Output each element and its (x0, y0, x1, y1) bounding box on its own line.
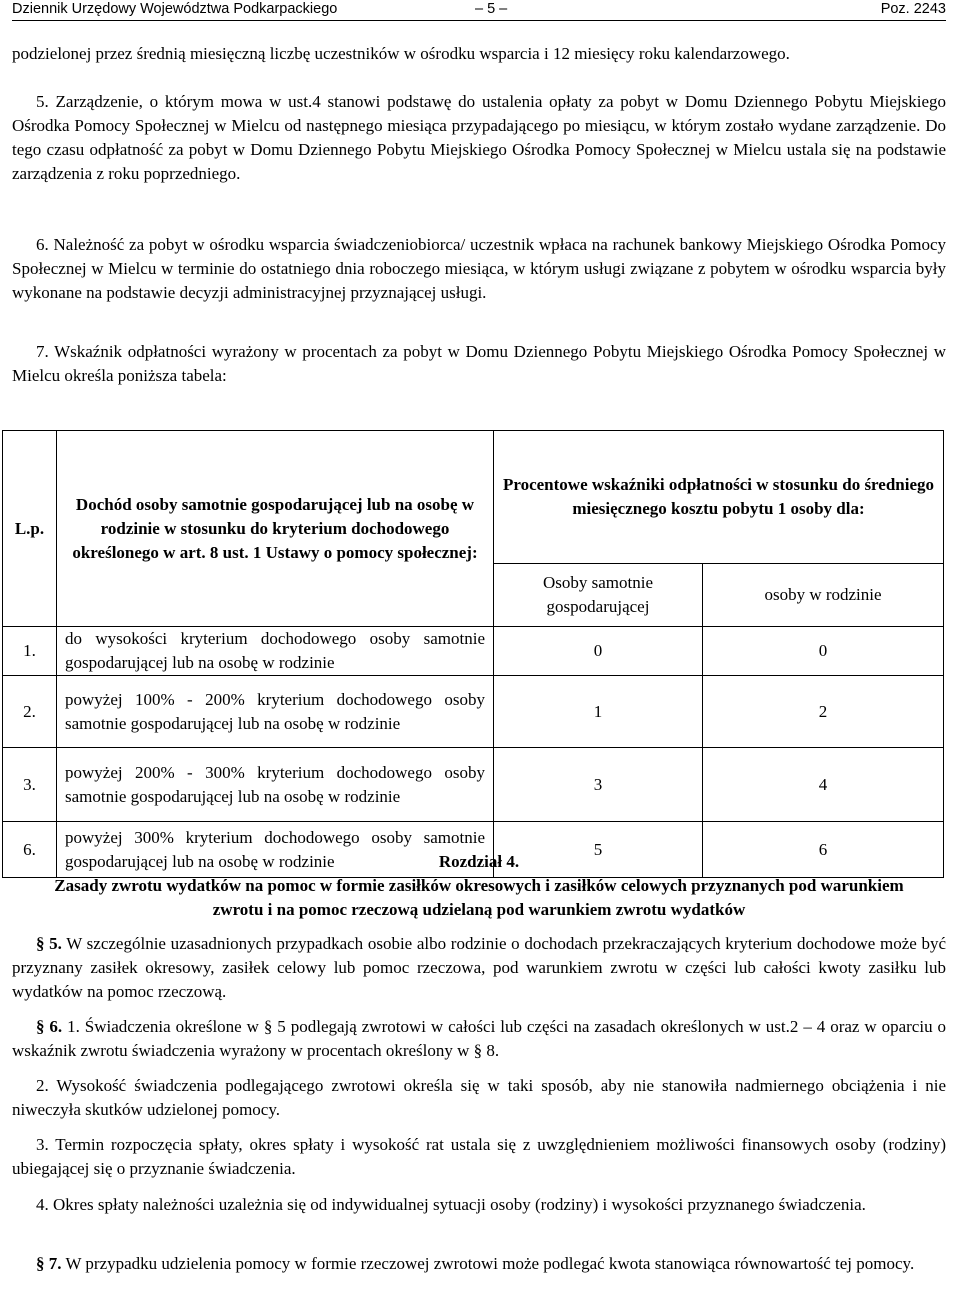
table-row (3, 748, 944, 822)
paragraph-point-6: 6. Należność za pobyt w ośrodku wsparcia świadczeniobiorca/ uczestnik wpłaca na rachunek bankowy Miejskiego Ośrodka Pomocy Społecznej w Mielcu w terminie do ostatniego dnia roboczego miesiąca, w którym usługi związane z pobytem w ośrodku wsparcia były wykonane na podstawie decyzji administracyjnej przyznającej usługi. (12, 235, 946, 302)
row-lp: 3. (3, 748, 57, 822)
row-single-rate: 0 (494, 627, 703, 676)
section-5-number: § 5. (36, 934, 62, 953)
page-header (12, 0, 946, 21)
row-description: powyżej 300% kryterium dochodowego osoby samotnie gospodarującej lub na osobę w rodzinie (57, 822, 494, 878)
section-6 (12, 1015, 946, 1063)
row-description: powyżej 200% - 300% kryterium dochodowego osoby samotnie gospodarującej lub na osobę w rodzinie (57, 748, 494, 822)
row-single-rate: 1 (494, 676, 703, 748)
row-description: do wysokości kryterium dochodowego osoby samotnie gospodarującej lub na osobę w rodzinie (57, 627, 494, 676)
header-single: Osoby samotnie gospodarującej (494, 564, 703, 627)
table-row (3, 627, 944, 676)
section-7-number: § 7. (36, 1254, 62, 1273)
chapter-number: Rozdział 4. (438, 852, 520, 871)
section-7-text: W przypadku udzielenia pomocy w formie rzeczowej zwrotowi może podlegać kwota stanowiąca równowartość tej pomocy. (61, 1254, 915, 1273)
position-number: Poz. 2243 (880, 1, 946, 17)
row-lp: 6. (3, 822, 57, 878)
paragraph-point-5: 5. Zarządzenie, o którym mowa w ust.4 stanowi podstawę do ustalenia opłaty za pobyt w Domu Dziennego Pobytu Miejskiego Ośrodka Pomocy Społecznej w Mielcu od następnego miesiąca przypadającego po miesiącu, w którym zostało wydane zarządzenie. Do tego czasu odpłatność za pobyt w Domu Dziennego Pobytu Miejskiego Ośrodka Pomocy Społecznej w Mielcu ustala się na podstawie zarządzenia z roku poprzedniego. (12, 92, 946, 183)
journal-title: Dziennik Urzędowy Województwa Podkarpackiego (12, 1, 338, 17)
row-single-rate: 3 (494, 748, 703, 822)
row-family-rate: 0 (703, 627, 944, 676)
section-5-text: W szczególnie uzasadnionych przypadkach osobie albo rodzinie o dochodach przekraczających kryterium dochodowe może być przyznany zasiłek okresowy, zasiłek celowy lub pomoc rzeczowa, pod warunkiem zwrotu w części lub całości kwoty zasiłku lub wydatków na pomoc rzeczową. (12, 934, 947, 1001)
table-row (3, 676, 944, 748)
section-6-point-3: 3. Termin rozpoczęcia spłaty, okres spłaty i wysokość rat ustala się z uwzględnieniem możliwości finansowych osoby (rodziny) ubiegającej się o przyznanie świadczenia. (12, 1135, 946, 1178)
row-single-rate: 5 (494, 822, 703, 878)
section-6-point-4: 4. Okres spłaty należności uzależnia się od indywidualnej sytuacji osoby (rodziny) i wysokości przyznanego świadczenia. (36, 1195, 866, 1214)
header-income: Dochód osoby samotnie gospodarującej lub na osobę w rodzinie w stosunku do kryterium dochodowego określonego w art. 8 ust. 1 Ustawy o pomocy społecznej: (57, 431, 494, 627)
section-5 (12, 932, 946, 1004)
paragraph-continuation: podzielonej przez średnią miesięczną liczbę uczestników w ośrodku wsparcia i 12 miesięcy roku kalendarzowego. (12, 44, 790, 63)
section-6-point-2: 2. Wysokość świadczenia podlegającego zwrotowi określa się w taki sposób, aby nie stanowiła nadmiernego obciążenia i nie niweczyła skutków udzielonej pomocy. (12, 1076, 946, 1119)
row-lp: 1. (3, 627, 57, 676)
section-6-number: § 6. (36, 1017, 63, 1036)
header-rates: Procentowe wskaźniki odpłatności w stosunku do średniego miesięcznego kosztu pobytu 1 osoby dla: (494, 431, 944, 564)
paragraph-point-7: 7. Wskaźnik odpłatności wyrażony w procentach za pobyt w Domu Dziennego Pobytu Miejskiego Ośrodka Pomocy Społecznej w Mielcu określa poniższa tabela: (12, 342, 946, 385)
row-family-rate: 2 (703, 676, 944, 748)
fee-rate-table (2, 430, 944, 878)
header-lp: L.p. (3, 431, 57, 627)
row-family-rate: 4 (703, 748, 944, 822)
section-6-text: 1. Świadczenia określone w § 5 podlegają zwrotowi w całości lub części na zasadach określonych w ust.2 – 4 oraz w oparciu o wskaźnik zwrotu świadczenia wyrażony w procentach określony w § 8. (12, 1017, 946, 1060)
row-family-rate: 6 (703, 822, 944, 878)
page-number: – 5 – (475, 1, 508, 17)
header-family: osoby w rodzinie (703, 564, 944, 627)
row-description: powyżej 100% - 200% kryterium dochodowego osoby samotnie gospodarującej lub na osobę w rodzinie (57, 676, 494, 748)
section-7 (12, 1252, 946, 1276)
chapter-title: Zasady zwrotu wydatków na pomoc w formie zasiłków okresowych i zasiłków celowych przyznanych pod warunkiem zwrotu i na pomoc rzeczową udzielaną pod warunkiem zwrotu wydatków (54, 876, 904, 919)
row-lp: 2. (3, 676, 57, 748)
